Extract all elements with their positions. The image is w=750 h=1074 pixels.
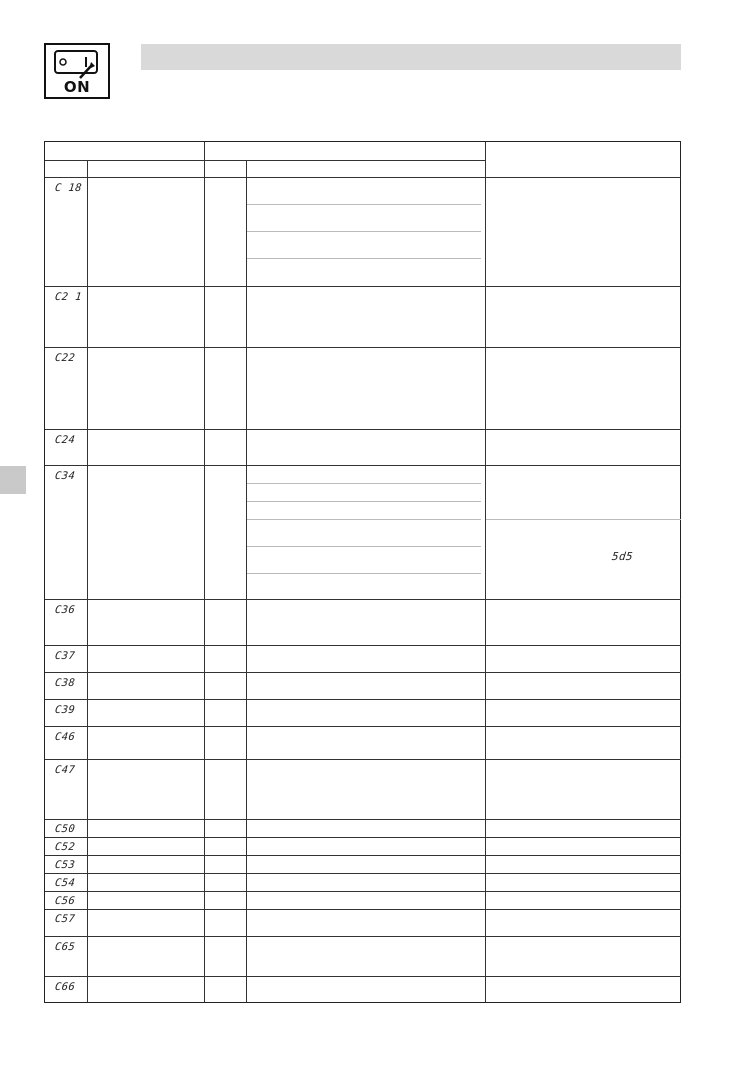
param-code: C50 [54,823,76,835]
param-code: C53 [54,859,76,871]
param-code: C46 [54,731,76,743]
param-code: C24 [54,434,76,446]
on-label: ON [63,78,91,96]
param-code: C56 [54,895,76,907]
param-code: C2 1 [54,291,83,303]
param-code: C54 [54,877,76,889]
section-title-bar [141,44,681,70]
param-code: C36 [54,604,76,616]
param-code: C66 [54,981,76,993]
param-code: C38 [54,677,76,689]
param-code: C 18 [54,182,83,194]
param-code: C52 [54,841,76,853]
parameter-table [44,141,681,1003]
param-code: C22 [54,352,76,364]
param-code: C57 [54,913,76,925]
param-code: C47 [54,764,76,776]
param-code: C39 [54,704,76,716]
power-switch-on-icon [44,43,110,99]
param-code: C37 [54,650,76,662]
side-tab-marker [0,466,26,494]
param-code: C65 [54,941,76,953]
display-code-note: 5d5 [611,550,634,563]
param-code: C34 [54,470,76,482]
